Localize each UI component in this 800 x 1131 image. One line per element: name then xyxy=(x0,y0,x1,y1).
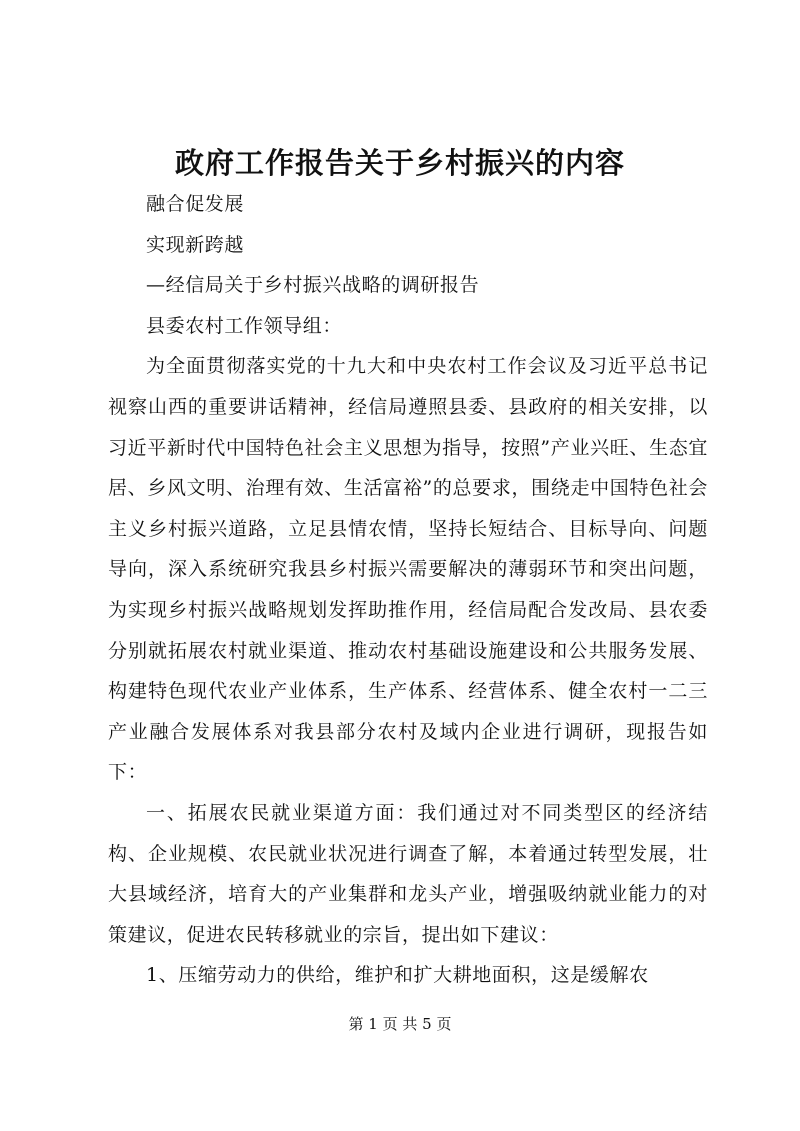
report-subtitle: —经信局关于乡村振兴战略的调研报告 xyxy=(146,274,480,297)
document-body xyxy=(108,184,708,996)
body-paragraph: 一、拓展农民就业渠道方面：我们通过对不同类型区的经济结构、企业规模、农民就业状况进行调查了解，本着通过转型发展，壮大县域经济，培育大的产业集群和龙头产业，增强吸纳就业能力的对策建议，促进农民转移就业的宗旨，提出如下建议： xyxy=(108,801,708,946)
body-paragraph: 1、压缩劳动力的供给，维护和扩大耕地面积，这是缓解农 xyxy=(146,964,649,987)
body-paragraph: 为全面贯彻落实党的十九大和中央农村工作会议及习近平总书记视察山西的重要讲话精神，经信局遵照县委、县政府的相关安排，以习近平新时代中国特色社会主义思想为指导，按照”产业兴旺、生态宜居、乡风文明、治理有效、生活富裕”的总要求，围绕走中国特色社会主义乡村振兴道路，立足县情农情，坚持长短结合、目标导向、问题导向，深入系统研究我县乡村振兴需要解决的薄弱环节和突出问题，为实现乡村振兴战略规划发挥助推作用，经信局配合发改局、县农委分别就拓展农村就业渠道、推动农村基础设施建设和公共服务发展、构建特色现代农业产业体系，生产体系、经营体系、健全农村一二三产业融合发展体系对我县部分农村及域内企业进行调研，现报告如下： xyxy=(108,355,708,784)
subtitle-line-1: 融合促发展 xyxy=(146,193,245,215)
subtitle-line-2: 实现新跨越 xyxy=(146,233,245,256)
page-number-footer: 第 1 页 共 5 页 xyxy=(348,1015,452,1033)
salutation: 县委农村工作领导组： xyxy=(146,314,343,337)
document-title: 政府工作报告关于乡村振兴的内容 xyxy=(174,146,625,180)
